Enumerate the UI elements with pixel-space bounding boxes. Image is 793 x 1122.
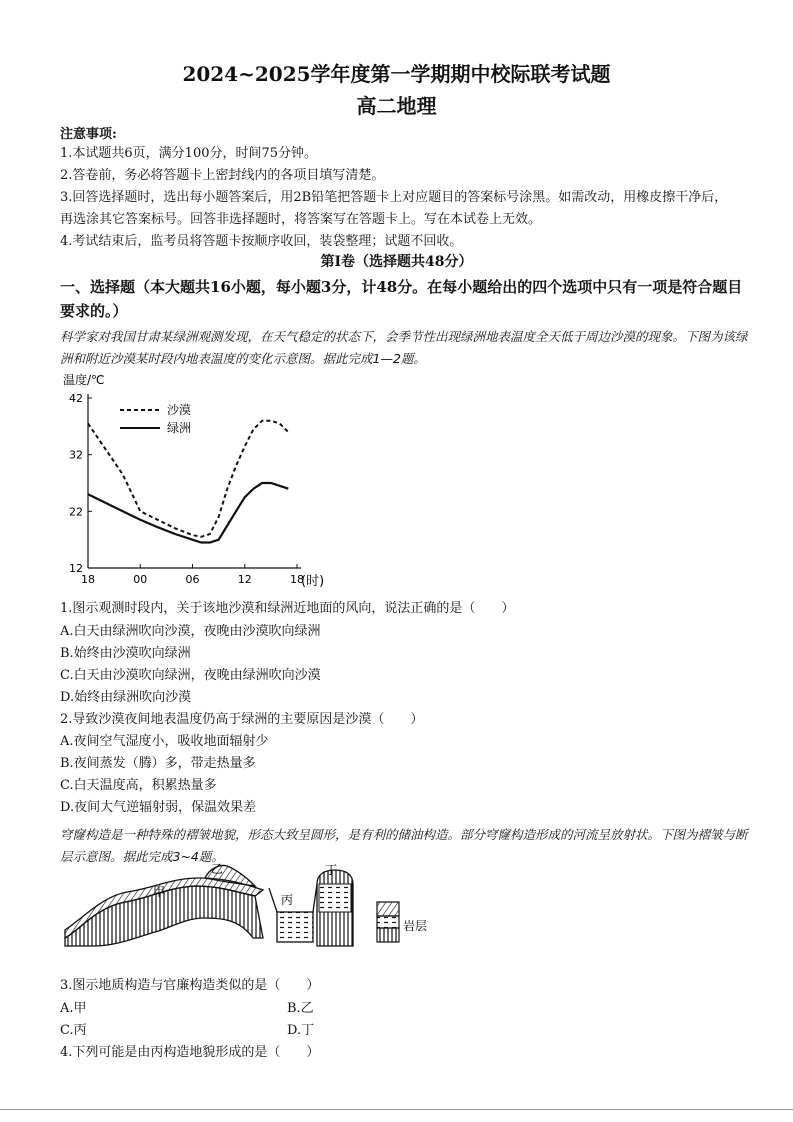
note-item: 3.回答选择题时，选出每小题答案后，用2B铅笔把答题卡上对应题目的答案标号涂黑。如需改动，用橡皮擦干净后，再选涂其它答案标号。回答非选择题时，将答案写在答题卡上。写在本试卷上无效。 [60,190,728,227]
legend-label: 绿洲 [167,421,192,435]
question-3-option: B.乙 [287,1001,314,1016]
question-1-option: A.白天由绿洲吹向沙漠，夜晚由沙漠吹向绿洲 [60,624,321,639]
question-2-option: B.夜间蒸发（腾）多，带走热量多 [60,756,256,771]
legend-rock-swatch-3 [377,928,399,942]
intro-paragraph-1: 科学家对我国甘肃某绿洲观测发现，在天气稳定的状态下，会季节性出现绿洲地表温度全天低于周边沙漠的现象。下图为该绿洲和附近沙漠某时段内地表温度的变化示意图。据此完成1—2题。 [60,329,748,366]
intro-paragraph-2: 穹窿构造是一种特殊的褶皱地貌，形态大致呈圆形，是有利的储油构造。部分穹窿构造形成的河流呈放射状。下图为褶皱与断层示意图。据此完成3~4题。 [60,827,748,864]
note-item: 4.考试结束后，监考员将答题卡按顺序收回，装袋整理；试题不回收。 [60,234,463,249]
x-tick-label: 00 [133,573,148,586]
question-2-option: D.夜间大气逆辐射弱，保温效果差 [60,800,257,815]
chart-ylabel: 温度/℃ [63,373,105,387]
question-3-option: A.甲 [60,1001,87,1016]
legend-label: 沙漠 [167,403,192,417]
page-bottom-rule [0,1109,793,1110]
x-tick-label: 06 [185,573,200,586]
chart-legend [120,402,191,435]
notes-list [60,143,740,253]
question-2-option: C.白天温度高，积累热量多 [60,778,217,793]
note-item: 2.答卷前，务必将答题卡上密封线内的各项目填写清楚。 [60,168,385,183]
question-1-option: B.始终由沙漠吹向绿洲 [60,646,191,661]
question-1-option: C.白天由沙漠吹向绿洲，夜晚由绿洲吹向沙漠 [60,668,321,683]
note-item: 1.本试题共6页，满分100分，时间75分钟。 [60,146,318,161]
diagram-legend-label: 岩层 [403,919,428,933]
series-line-desert [88,421,288,537]
x-tick-label: 18 [81,573,95,586]
graben-block [277,912,313,942]
exam-title: 2024~2025学年度第一学期期中校际联考试题 [182,62,611,86]
question-2-option: A.夜间空气湿度小，吸收地面辐射少 [60,734,269,749]
section-heading: 一、选择题（本大题共16小题，每小题3分，计48分。在每小题给出的四个选项中只有一项是符合题目要求的。） [60,278,743,320]
question-3-option: D.丁 [287,1023,315,1038]
question-3-option: C.丙 [60,1023,87,1038]
legend-rock-swatch-1 [377,902,399,916]
question-4-stem: 4.下列可能是由丙构造地貌形成的是（ ） [60,1045,320,1060]
section-title: 第Ⅰ卷（选择题共48分） [320,254,473,270]
notes-heading: 注意事项: [60,127,117,142]
question-1-option: D.始终由绿洲吹向沙漠 [60,690,192,705]
x-tick-label: 18 [290,573,304,586]
diagram-label-bing: 丙 [281,893,294,907]
temperature-chart [55,368,355,593]
fold-fault-diagram [55,860,475,950]
y-tick-label: 22 [69,505,83,519]
legend-rock-swatch-2 [377,916,399,928]
question-1-stem: 1.图示观测时段内，关于该地沙漠和绿洲近地面的风向，说法正确的是（ ） [60,601,515,616]
y-tick-label: 42 [69,392,83,405]
chart-series [88,421,288,543]
question-2-stem: 2.导致沙漠夜间地表温度仍高于绿洲的主要原因是沙漠（ ） [60,712,424,727]
diagram-label-yi: 乙 [211,862,224,876]
exam-subtitle: 高二地理 [356,94,437,118]
y-tick-label: 32 [69,448,83,462]
x-tick-label: 12 [237,573,252,586]
diagram-label-jia: 甲 [153,885,166,899]
y-tick-label: 12 [69,562,83,575]
chart-xlabel: (时) [301,574,325,589]
diagram-label-ding: 丁 [325,863,338,877]
question-3-stem: 3.图示地质构造与官廉构造类似的是（ ） [60,978,320,993]
